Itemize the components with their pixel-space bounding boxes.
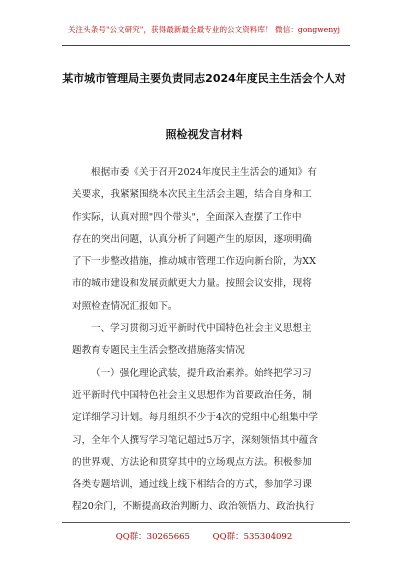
document-title-line-1: 某市城市管理局主要负责同志2024年度民主生活会个人对 <box>62 72 346 85</box>
body-line: 市的城市建设和发展贡献更大力量。按照会议安排，现将 <box>72 278 312 290</box>
footer-contact <box>0 530 408 542</box>
body-line: 了下一步整改措施，推动城市管理工作迈向新台阶，为XX <box>72 256 316 268</box>
footer-qq-group-1: QQ群：30265665 <box>115 532 190 542</box>
body-line: 的世界观、方法论和贯穿其中的立场观点方法。积极参加 <box>72 456 312 468</box>
body-line: 近平新时代中国特色社会主义思想作为首要政治任务，制 <box>72 389 312 401</box>
body-line: 一、学习贯彻习近平新时代中国特色社会主义思想主 <box>91 323 312 335</box>
body-line: 各类专题培训，通过线上线下相结合的方式，参加学习课 <box>72 479 312 491</box>
body-line: 题教育专题民主生活会整改措施落实情况 <box>72 345 245 357</box>
header-promo-note: 关注头条号"公文研究"，获得最新最全最专业的公文资料库！ 微信：gongwenyj <box>67 25 341 34</box>
header-divider <box>62 45 350 46</box>
footer-divider <box>62 522 350 523</box>
body-line: 作实际，认真对照"四个带头"，全面深入查摆了工作中 <box>72 211 302 223</box>
body-line: 习，全年个人撰写学习笔记超过5万字，深刻领悟其中蕴含 <box>72 434 318 446</box>
document-body <box>72 162 352 519</box>
body-line: 存在的突出问题，认真分析了问题产生的原因，逐项明确 <box>72 233 312 245</box>
body-line: 关要求，我紧紧围绕本次民主生活会主题，结合自身和工 <box>72 189 312 201</box>
body-line: 程20余门，不断提高政治判断力、政治领悟力、政治执行 <box>72 501 315 513</box>
body-line: 对照检查情况汇报如下。 <box>72 300 178 312</box>
body-line: （一）强化理论武装，提升政治素养。始终把学习习 <box>91 367 312 379</box>
body-line: 根据市委《关于召开2024年度民主生活会的通知》有 <box>91 167 317 178</box>
footer-qq-group-2: QQ群：535304092 <box>212 532 293 542</box>
body-line: 定详细学习计划。每月组织不少于4次的党组中心组集中学 <box>72 412 318 424</box>
document-title-line-2: 照检视发言材料 <box>165 128 243 141</box>
